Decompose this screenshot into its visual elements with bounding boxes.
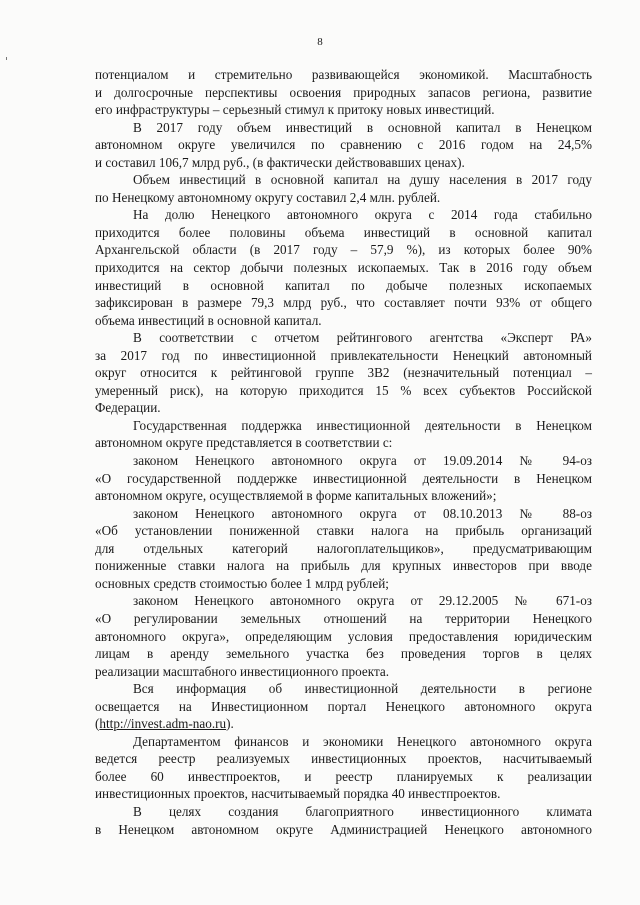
document-body — [95, 66, 592, 838]
body-line: автономного округа», определяющим условия предоставления юридическим — [95, 628, 592, 644]
body-line: «О государственной поддержке инвестиционной деятельности в Ненецком — [95, 470, 592, 486]
body-line: за 2017 год по инвестиционной привлекательности Ненецкий автономный — [95, 347, 592, 363]
body-line: автономном округе представляется в соответствии с: — [95, 435, 393, 451]
body-line: ведется реестр реализуемых инвестиционных проектов, насчитываемый — [95, 751, 592, 767]
body-line: Архангельской области (в 2017 году – 57,9 %), из которых более 90% — [95, 242, 592, 258]
body-line: зафиксирован в размере 79,3 млрд руб., что составляет почти 93% от общего — [95, 295, 592, 311]
body-line: В целях создания благоприятного инвестиционного климата — [133, 803, 592, 819]
scan-mark — [6, 57, 7, 60]
body-line: округ относится к рейтинговой группе 3В2 (незначительный потенциал – — [95, 365, 592, 381]
body-line: На долю Ненецкого автономного округа с 2014 года стабильно — [133, 207, 592, 223]
link-open-paren: ( — [95, 716, 100, 732]
body-line: в Ненецком автономном округе Администрацией Ненецкого автономного — [95, 821, 592, 837]
body-line: Объем инвестиций в основной капитал на душу населения в 2017 году — [133, 172, 592, 188]
page-number: 8 — [317, 36, 323, 48]
body-line: приходится более половины объема инвестиций в основной капитал — [95, 224, 592, 240]
body-line: объема инвестиций в основной капитал. — [95, 312, 322, 328]
body-line: умеренный риск), на которую приходится 15 % всех субъектов Российской — [95, 382, 592, 398]
body-line: его инфраструктуры – серьезный стимул к притоку новых инвестиций. — [95, 102, 495, 118]
body-line: лицам в аренду земельного участка без проведения торгов в целях — [95, 646, 592, 662]
body-line: освещается на Инвестиционном портал Ненецкого автономного округа — [95, 698, 592, 714]
body-line: В соответствии с отчетом рейтингового агентства «Эксперт РА» — [133, 330, 592, 346]
body-line: и составил 106,7 млрд руб., (в фактически действовавших ценах). — [95, 154, 465, 170]
body-line: «О регулировании земельных отношений на территории Ненецкого — [95, 610, 592, 626]
body-line: законом Ненецкого автономного округа от 19.09.2014 № 94-оз — [133, 453, 592, 469]
body-line: В 2017 году объем инвестиций в основной капитал в Ненецком — [133, 119, 592, 135]
link-line — [95, 715, 592, 733]
body-line: пониженные ставки налога на прибыль для крупных инвесторов при вводе — [95, 558, 592, 574]
body-line: Государственная поддержка инвестиционной деятельности в Ненецком — [133, 417, 592, 433]
body-line: более 60 инвестпроектов, и реестр планируемых к реализации — [95, 768, 592, 784]
body-line: Департаментом финансов и экономики Ненецкого автономного округа — [133, 733, 592, 749]
portal-link[interactable]: http://invest.adm-nao.ru — [99, 716, 227, 732]
body-line: по Ненецкому автономному округу составил 2,4 млн. рублей. — [95, 189, 441, 205]
body-line: Вся информация об инвестиционной деятельности в регионе — [133, 681, 592, 697]
body-line: законом Ненецкого автономного округа от 08.10.2013 № 88-оз — [133, 505, 592, 521]
body-line: для отдельных категорий налогоплательщиков», предусматривающим — [95, 540, 592, 556]
body-line: «Об установлении пониженной ставки налога на прибыль организаций — [95, 523, 592, 539]
body-line: основных средств стоимостью более 1 млрд рублей; — [95, 575, 389, 591]
body-line: инвестиций в основной капитал по добыче полезных ископаемых — [95, 277, 592, 293]
body-line: инвестиционных проектов, насчитываемый порядка 40 инвестпроектов. — [95, 786, 501, 802]
body-line: и долгосрочные перспективы освоения природных запасов региона, развитие — [95, 84, 592, 100]
body-line: автономном округе увеличился по сравнению с 2016 годом на 24,5% — [95, 137, 592, 153]
body-line: реализации масштабного инвестиционного проекта. — [95, 663, 390, 679]
link-close-paren: ). — [226, 716, 234, 732]
body-line: автономном округе, осуществляемой в форме капитальных вложений»; — [95, 488, 497, 504]
body-line: потенциалом и стремительно развивающейся экономикой. Масштабность — [95, 67, 592, 82]
body-line: Федерации. — [95, 400, 161, 416]
body-line: приходится на сектор добычи полезных ископаемых. Так в 2016 году объем — [95, 260, 592, 276]
body-line: законом Ненецкого автономного округа от 29.12.2005 № 671-оз — [133, 593, 592, 609]
